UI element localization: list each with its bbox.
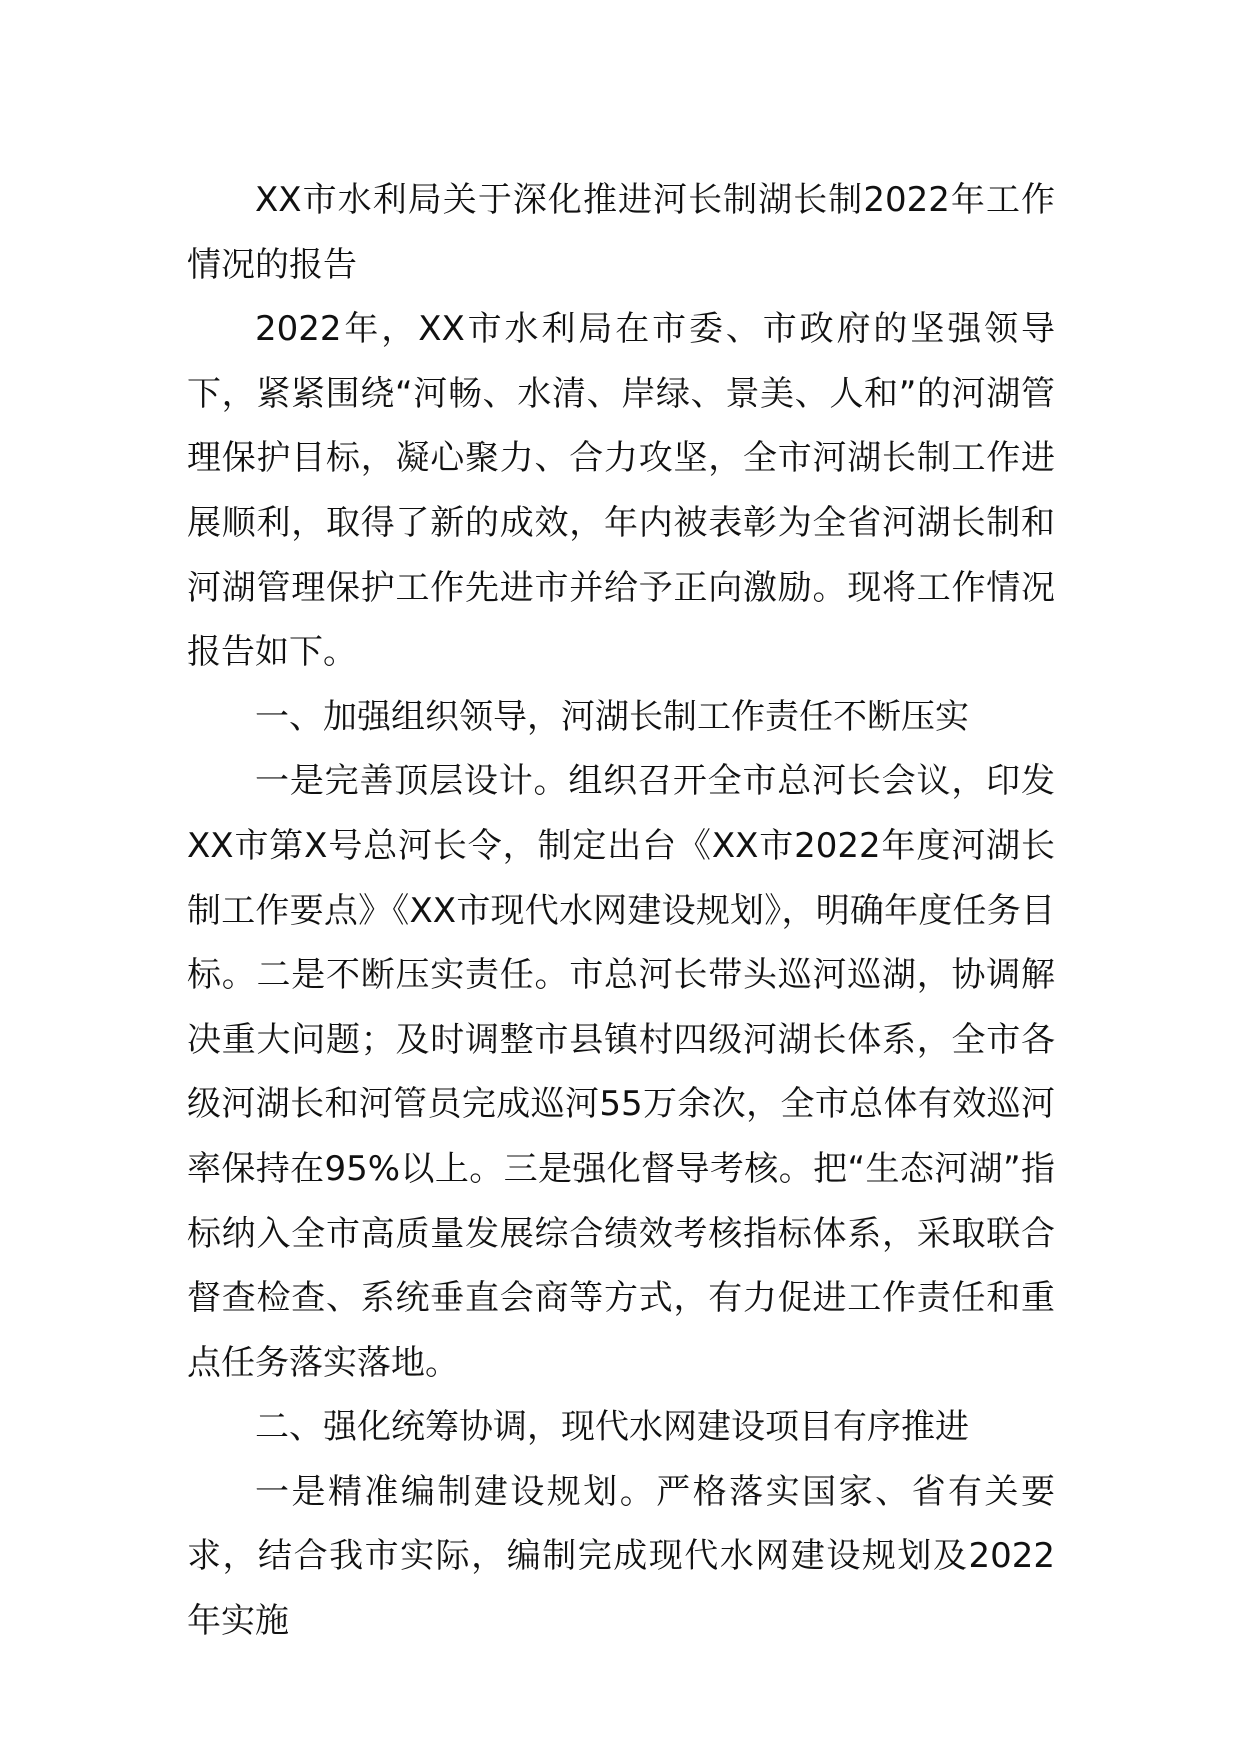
section-heading-2: 二、强化统筹协调，现代水网建设项目有序推进 xyxy=(255,1407,969,1448)
paragraph-section-2: 一是精准编制建设规划。严格落实国家、省有关要求，结合我市实际，编制完成现代水网建设规划及2022年实施 xyxy=(187,1471,1055,1642)
document-title: XX市水利局关于深化推进河长制湖长制2022年工作情况的报告 xyxy=(187,180,1055,285)
document-body xyxy=(187,168,1055,1654)
paragraph-section-1: 一是完善顶层设计。组织召开全市总河长会议，印发XX市第X号总河长令，制定出台《XX市2022年度河湖长制工作要点》《XX市现代水网建设规划》，明确年度任务目标。二是不断压实责任。市总河长带头巡河巡湖，协调解决重大问题；及时调整市县镇村四级河湖长体系，全市各级河湖长和河管员完成巡河55万余次，全市总体有效巡河率保持在95%以上。三是强化督导考核。把“生态河湖”指标纳入全市高质量发展综合绩效考核指标体系，采取联合督查检查、系统垂直会商等方式，有力促进工作责任和重点任务落实落地。 xyxy=(187,761,1055,1383)
section-heading-1: 一、加强组织领导，河湖长制工作责任不断压实 xyxy=(255,696,969,737)
paragraph-intro: 2022年，XX市水利局在市委、市政府的坚强领导下，紧紧围绕“河畅、水清、岸绿、景美、人和”的河湖管理保护目标，凝心聚力、合力攻坚，全市河湖长制工作进展顺利，取得了新的成效，年内被表彰为全省河湖长制和河湖管理保护工作先进市并给予正向激励。现将工作情况报告如下。 xyxy=(187,309,1055,673)
